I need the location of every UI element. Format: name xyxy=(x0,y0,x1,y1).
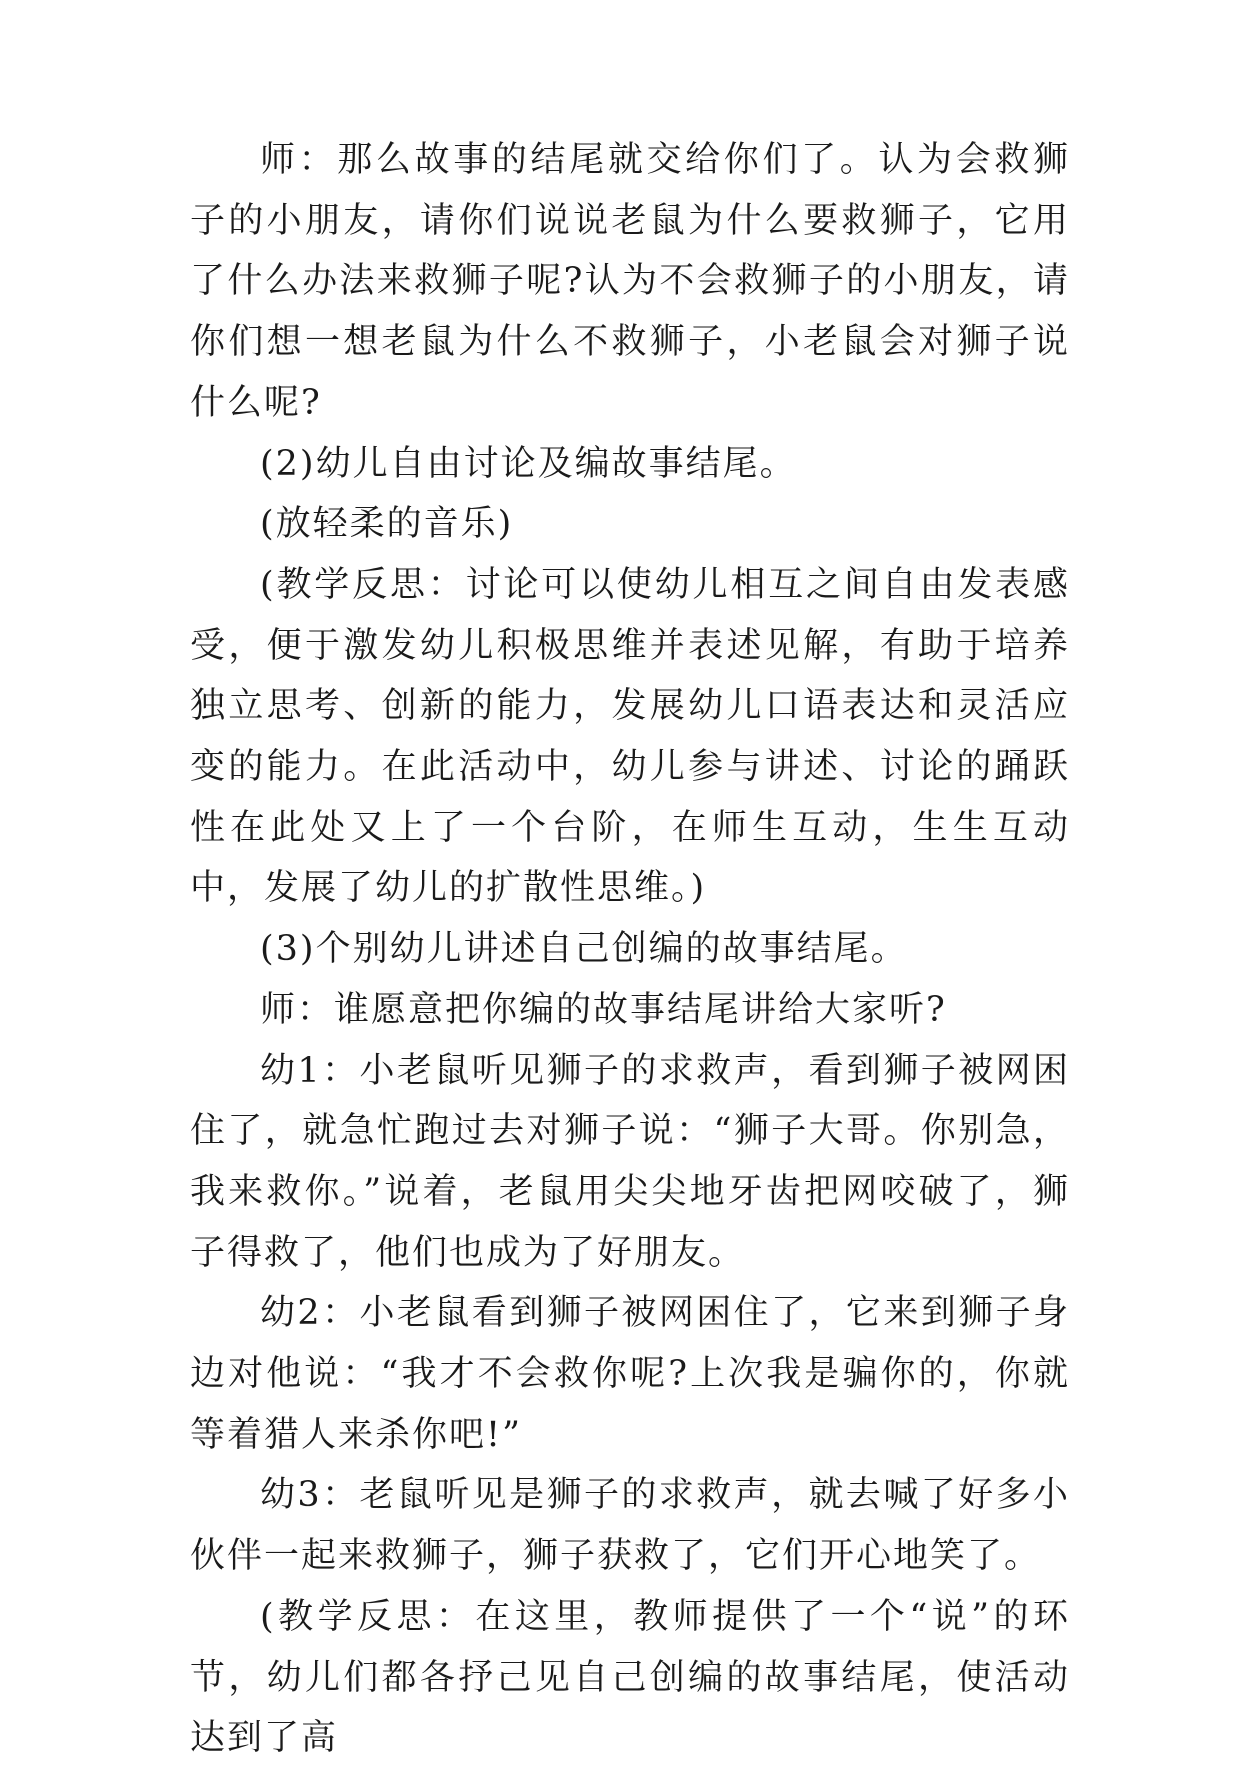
paragraph-child-3: 幼3：老鼠听见是狮子的求救声，就去喊了好多小伙伴一起来救狮子，狮子获救了，它们开心地笑了。 xyxy=(190,1475,1070,1577)
paragraph-reflection-2: (教学反思：在这里，教师提供了一个“说”的环节，幼儿们都各抒己见自己创编的故事结尾，使活动达到了高 xyxy=(190,1596,1070,1759)
paragraph-teacher-prompt: 师：那么故事的结尾就交给你们了。认为会救狮子的小朋友，请你们说说老鼠为什么要救狮子，它用了什么办法来救狮子呢?认为不会救狮子的小朋友，请你们想一想老鼠为什么不救狮子，小老鼠会对狮子说什么呢? xyxy=(190,140,1070,423)
document-body xyxy=(190,130,1070,1769)
paragraph-reflection-1: (教学反思：讨论可以使幼儿相互之间自由发表感受，便于激发幼儿积极思维并表述见解，有助于培养独立思考、创新的能力，发展幼儿口语表达和灵活应变的能力。在此活动中，幼儿参与讲述、讨论的踊跃性在此处又上了一个台阶，在师生互动，生生互动中，发展了幼儿的扩散性思维。) xyxy=(190,564,1070,909)
paragraph-step-3: (3)个别幼儿讲述自己创编的故事结尾。 xyxy=(260,929,908,970)
paragraph-step-2: (2)幼儿自由讨论及编故事结尾。 xyxy=(260,443,797,484)
paragraph-child-2: 幼2：小老鼠看到狮子被网困住了，它来到狮子身边对他说：“我才不会救你呢?上次我是骗你的，你就等着猎人来杀你吧!” xyxy=(190,1293,1070,1455)
paragraph-music-note: (放轻柔的音乐) xyxy=(260,504,514,545)
paragraph-child-1: 幼1：小老鼠听见狮子的求救声，看到狮子被网困住了，就急忙跑过去对狮子说：“狮子大哥。你别急，我来救你。”说着，老鼠用尖尖地牙齿把网咬破了，狮子得救了，他们也成为了好朋友。 xyxy=(190,1050,1070,1273)
paragraph-teacher-question: 师：谁愿意把你编的故事结尾讲给大家听? xyxy=(260,989,947,1030)
